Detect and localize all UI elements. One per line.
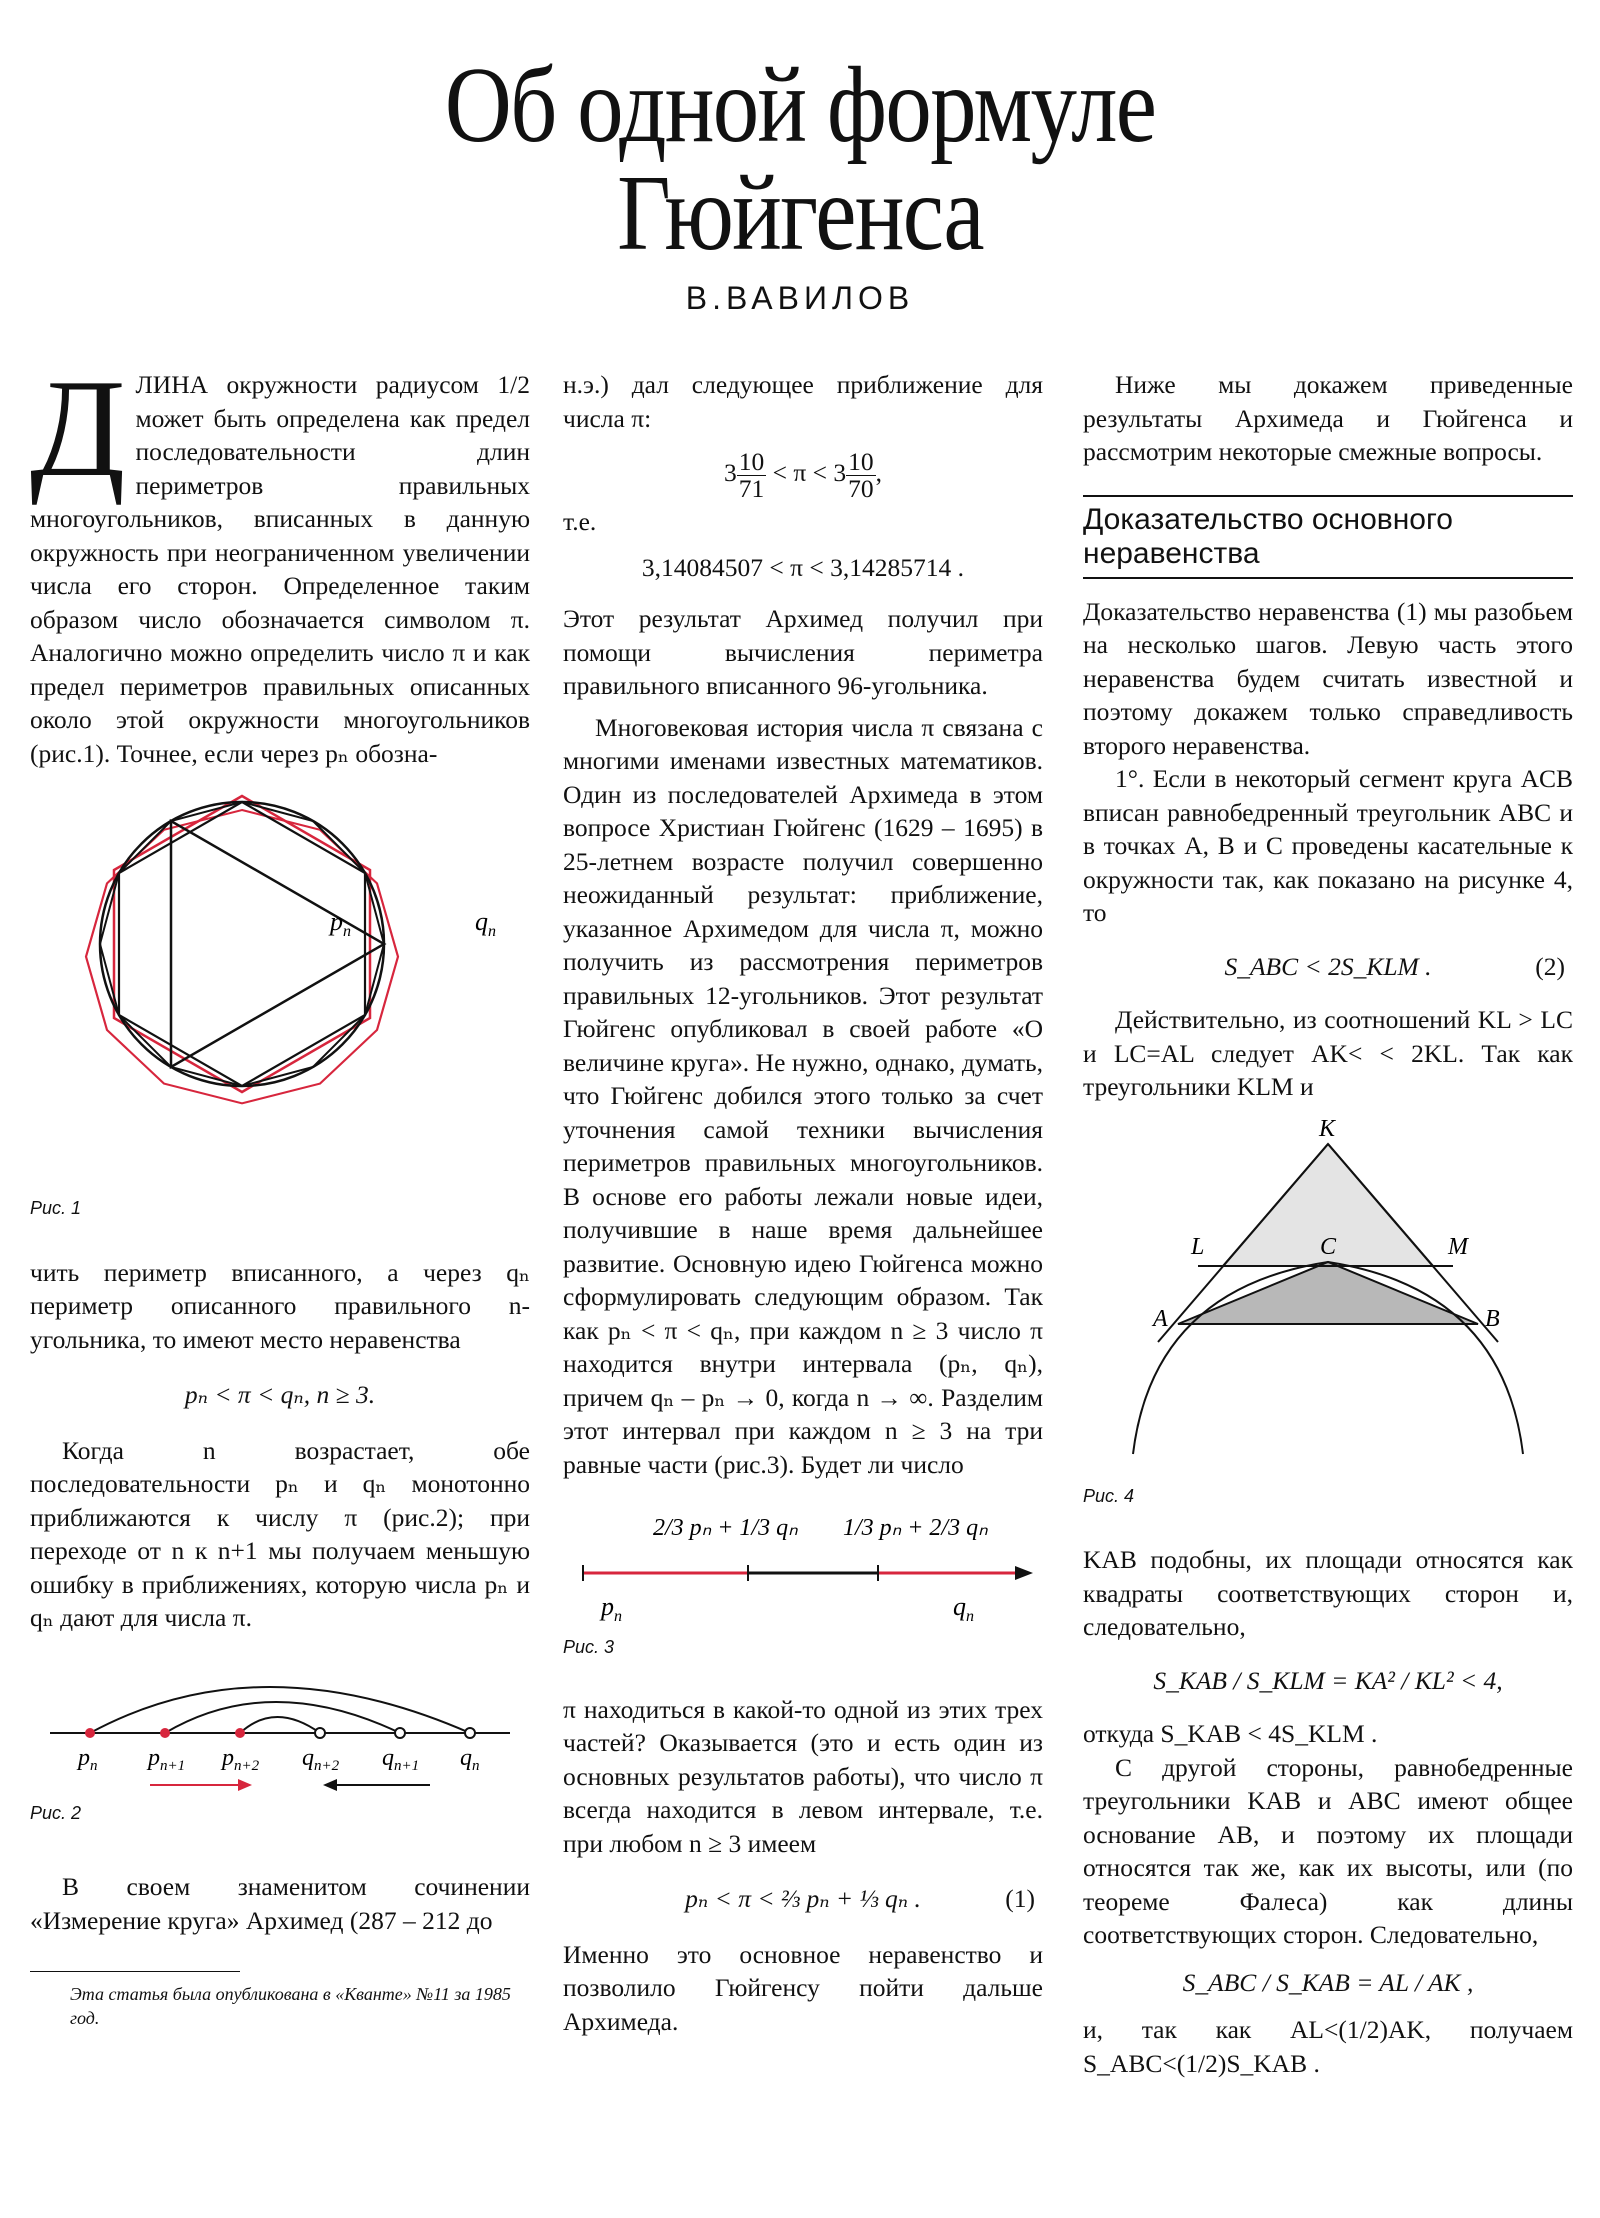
c3-paragraph-8: и, так как AL<(1/2)AK, получаем S_ABC<(1/2)S_KAB .	[1083, 2015, 1573, 2078]
column-3	[1083, 368, 1573, 2080]
svg-text:pn: $p_n$	[78, 1744, 98, 1774]
svg-text:C: C	[1320, 1233, 1337, 1260]
svg-text:L: L	[1191, 1233, 1205, 1260]
formula-pn-qn: pₙ < π < qₙ, n ≥ 3.	[184, 1380, 376, 1409]
svg-text:pn+1: $p_{n+1}$	[148, 1744, 186, 1774]
formula-area-ratio: S_KAB / S_KLM = KA² / KL² < 4,	[1153, 1665, 1503, 1695]
c2-paragraph-4: π находиться в какой-то одной из этих трех частей? Оказывается (это и есть один из основных результатов работы), что число π всегда находится в левом интервале, т.е. при любом n ≥ 3 имеем	[563, 1694, 1043, 1858]
c3-paragraph-1: Ниже мы докажем приведенные результаты Архимеда и Гюйгенса и рассмотрим некоторые смежные вопросы.	[1083, 370, 1573, 466]
footnote: Эта статья была опубликована в «Кванте» №11 за 1985 год.	[70, 1984, 511, 2028]
c2-paragraph-1: н.э.) дал следующее приближение для числа π:	[563, 370, 1043, 433]
fig3-left-label: 2/3 pₙ + 1/3 qₙ	[653, 1515, 798, 1541]
section-heading: Доказательство основного неравенства	[1083, 495, 1573, 579]
c3-paragraph-5: KAB подобны, их площади относятся как квадраты соответствующих сторон и, следовательно,	[1083, 1545, 1573, 1641]
paragraph-3: Когда n возрастает, обе последовательности pₙ и qₙ монотонно приближаются к числу π (рис.2); при переходе от n к n+1 мы получаем меньшую ошибку в приближениях, которую числа pₙ и qₙ дают для числа π.	[30, 1435, 530, 1632]
formula-2: S_ABC < 2S_KLM . (2)	[1224, 951, 1565, 981]
c3-paragraph-7: С другой стороны, равнобедренные треугольники KAB и ABC имеют общее основание AB, и поэтому их площади относятся так же, как их высоты, или (по теореме Фалеса) как длины соответствующих сторон. Следовательно,	[1083, 1752, 1573, 1949]
svg-text:qn: $q_n$	[460, 1744, 480, 1774]
c3-paragraph-6: откуда S_KAB < 4S_KLM .	[1083, 1719, 1378, 1748]
fig1-inscribed-dodecagon	[100, 802, 384, 1086]
figure-4	[1083, 1114, 1573, 1474]
c3-paragraph-2: Доказательство неравенства (1) мы разобьем на несколько шагов. Левую часть этого неравенства будем считать известной и поэтому докажем только справедливость второго неравенства.	[1083, 596, 1573, 760]
fig2-caption: Рис. 2	[30, 1802, 82, 1823]
figure-1	[30, 780, 530, 1200]
svg-text:qn: $q_n$	[953, 1592, 974, 1625]
svg-text:pn+2: $p_{n+2}$	[222, 1744, 260, 1774]
svg-text:B: B	[1485, 1305, 1500, 1332]
column-2	[563, 368, 1043, 2038]
c2-paragraph-2: Этот результат Архимед получил при помощи вычисления периметра правильного вписанного 96-угольника.	[563, 604, 1043, 700]
svg-text:A: A	[1153, 1305, 1168, 1332]
footnote-rule	[30, 1971, 240, 1972]
fig1-caption: Рис. 1	[30, 1198, 82, 1218]
paragraph-4: В своем знаменитом сочинении «Измерение круга» Архимед (287 – 212 до	[30, 1872, 530, 1935]
te-label: т.е.	[563, 507, 597, 536]
c2-paragraph-3: Многовековая история числа π связана с многими именами известных математиков. Один из последователей Архимеда в этом вопросе Христиан Гюйгенс (1629 – 1695) в 25-летнем возрасте получил совершенно неожиданный результат: приближение, указанное Архимедом для числа π, можно получить из рассмотрения периметров правильных 12-угольников. Этот результат Гюйгенс опубликовал в своей работе «О величине круга». Не нужно, однако, думать, что Гюйгенс добился этого только за счет уточнения самой техники вычисления периметров правильных многоугольников. В основе его работы лежали новые идеи, получившие в наше время дальнейшее развитие. Основную идею Гюйгенса можно сформулировать следующим образом. Так как pₙ < π < qₙ, при каждом n ≥ 3 число π находится внутри интервала (pₙ, qₙ), причем qₙ – pₙ → 0, когда n → ∞. Разделим этот интервал при каждом n ≥ 3 на три равные части (рис.3). Будет ли число	[563, 712, 1043, 1479]
formula-main-inequality: pₙ < π < ⅔ pₙ + ⅓ qₙ . (1)	[685, 1884, 1035, 1913]
formula-decimal: 3,14084507 < π < 3,14285714 .	[641, 552, 965, 582]
intro-paragraph: ДЛИНА окружности радиусом 1/2 может быть определена как предел последовательности длин периметров правильных многоугольников, вписанных в данную окружность при неограниченном увеличении числа его сторон. Определенное таким образом число обозначается символом π. Аналогично можно определить число π и как предел периметров правильных описанных около этой окружности многоугольников (рис.1). Точнее, если через pₙ обозна-	[30, 351, 530, 768]
figure-3	[563, 1495, 1043, 1625]
column-1	[30, 351, 530, 2030]
figure-2	[30, 1661, 530, 1791]
c2-paragraph-5: Именно это основное неравенство и позволило Гюйгенсу пойти дальше Архимеда.	[563, 1939, 1043, 2036]
fig1-label-p: $p_n$	[330, 907, 351, 940]
svg-text:pn: $p_n$	[601, 1592, 622, 1625]
fig4-triangle-ABC	[1178, 1262, 1478, 1324]
formula-height-ratio: S_ABC / S_KAB = AL / AK ,	[1182, 1967, 1474, 1997]
fig1-label-q: $q_n$	[475, 907, 496, 940]
c3-paragraph-4: Действительно, из соотношений KL > LC и LC=AL следует AK< < 2KL. Так как треугольники KLM и	[1083, 1005, 1573, 1101]
svg-text:M: M	[1448, 1233, 1468, 1260]
fig3-caption: Рис. 3	[563, 1637, 615, 1657]
title-line-2: Гюйгенса	[617, 154, 983, 273]
author: В.ВАВИЛОВ	[685, 280, 915, 316]
drop-cap: Д	[30, 351, 126, 506]
fig3-right-label: 1/3 pₙ + 2/3 qₙ	[843, 1515, 988, 1541]
c3-paragraph-3: 1°. Если в некоторый сегмент круга ACB вписан равнобедренный треугольник ABC и в точках A, B и C проведены касательные к окружности так, как показано на рисунке 4, то	[1083, 764, 1573, 927]
fig1-inscribed-triangle	[171, 821, 384, 1067]
svg-text:qn+2: $q_{n+2}$	[302, 1744, 340, 1774]
paragraph-2: чить периметр вписанного, а через qₙ периметр описанного правильного n-угольника, то имеют место неравенства	[30, 1257, 530, 1354]
svg-text:K: K	[1319, 1115, 1336, 1142]
title-line-1: Об одной формуле	[444, 46, 1156, 165]
svg-text:qn+1: $q_{n+1}$	[382, 1744, 420, 1774]
formula-archimedes: 3 $\frac{10}{71}$ < π < 3 $\frac{10}{70}$ ,	[723, 447, 882, 503]
fig4-caption: Рис. 4	[1083, 1485, 1135, 1506]
fig1-circle	[100, 802, 384, 1086]
